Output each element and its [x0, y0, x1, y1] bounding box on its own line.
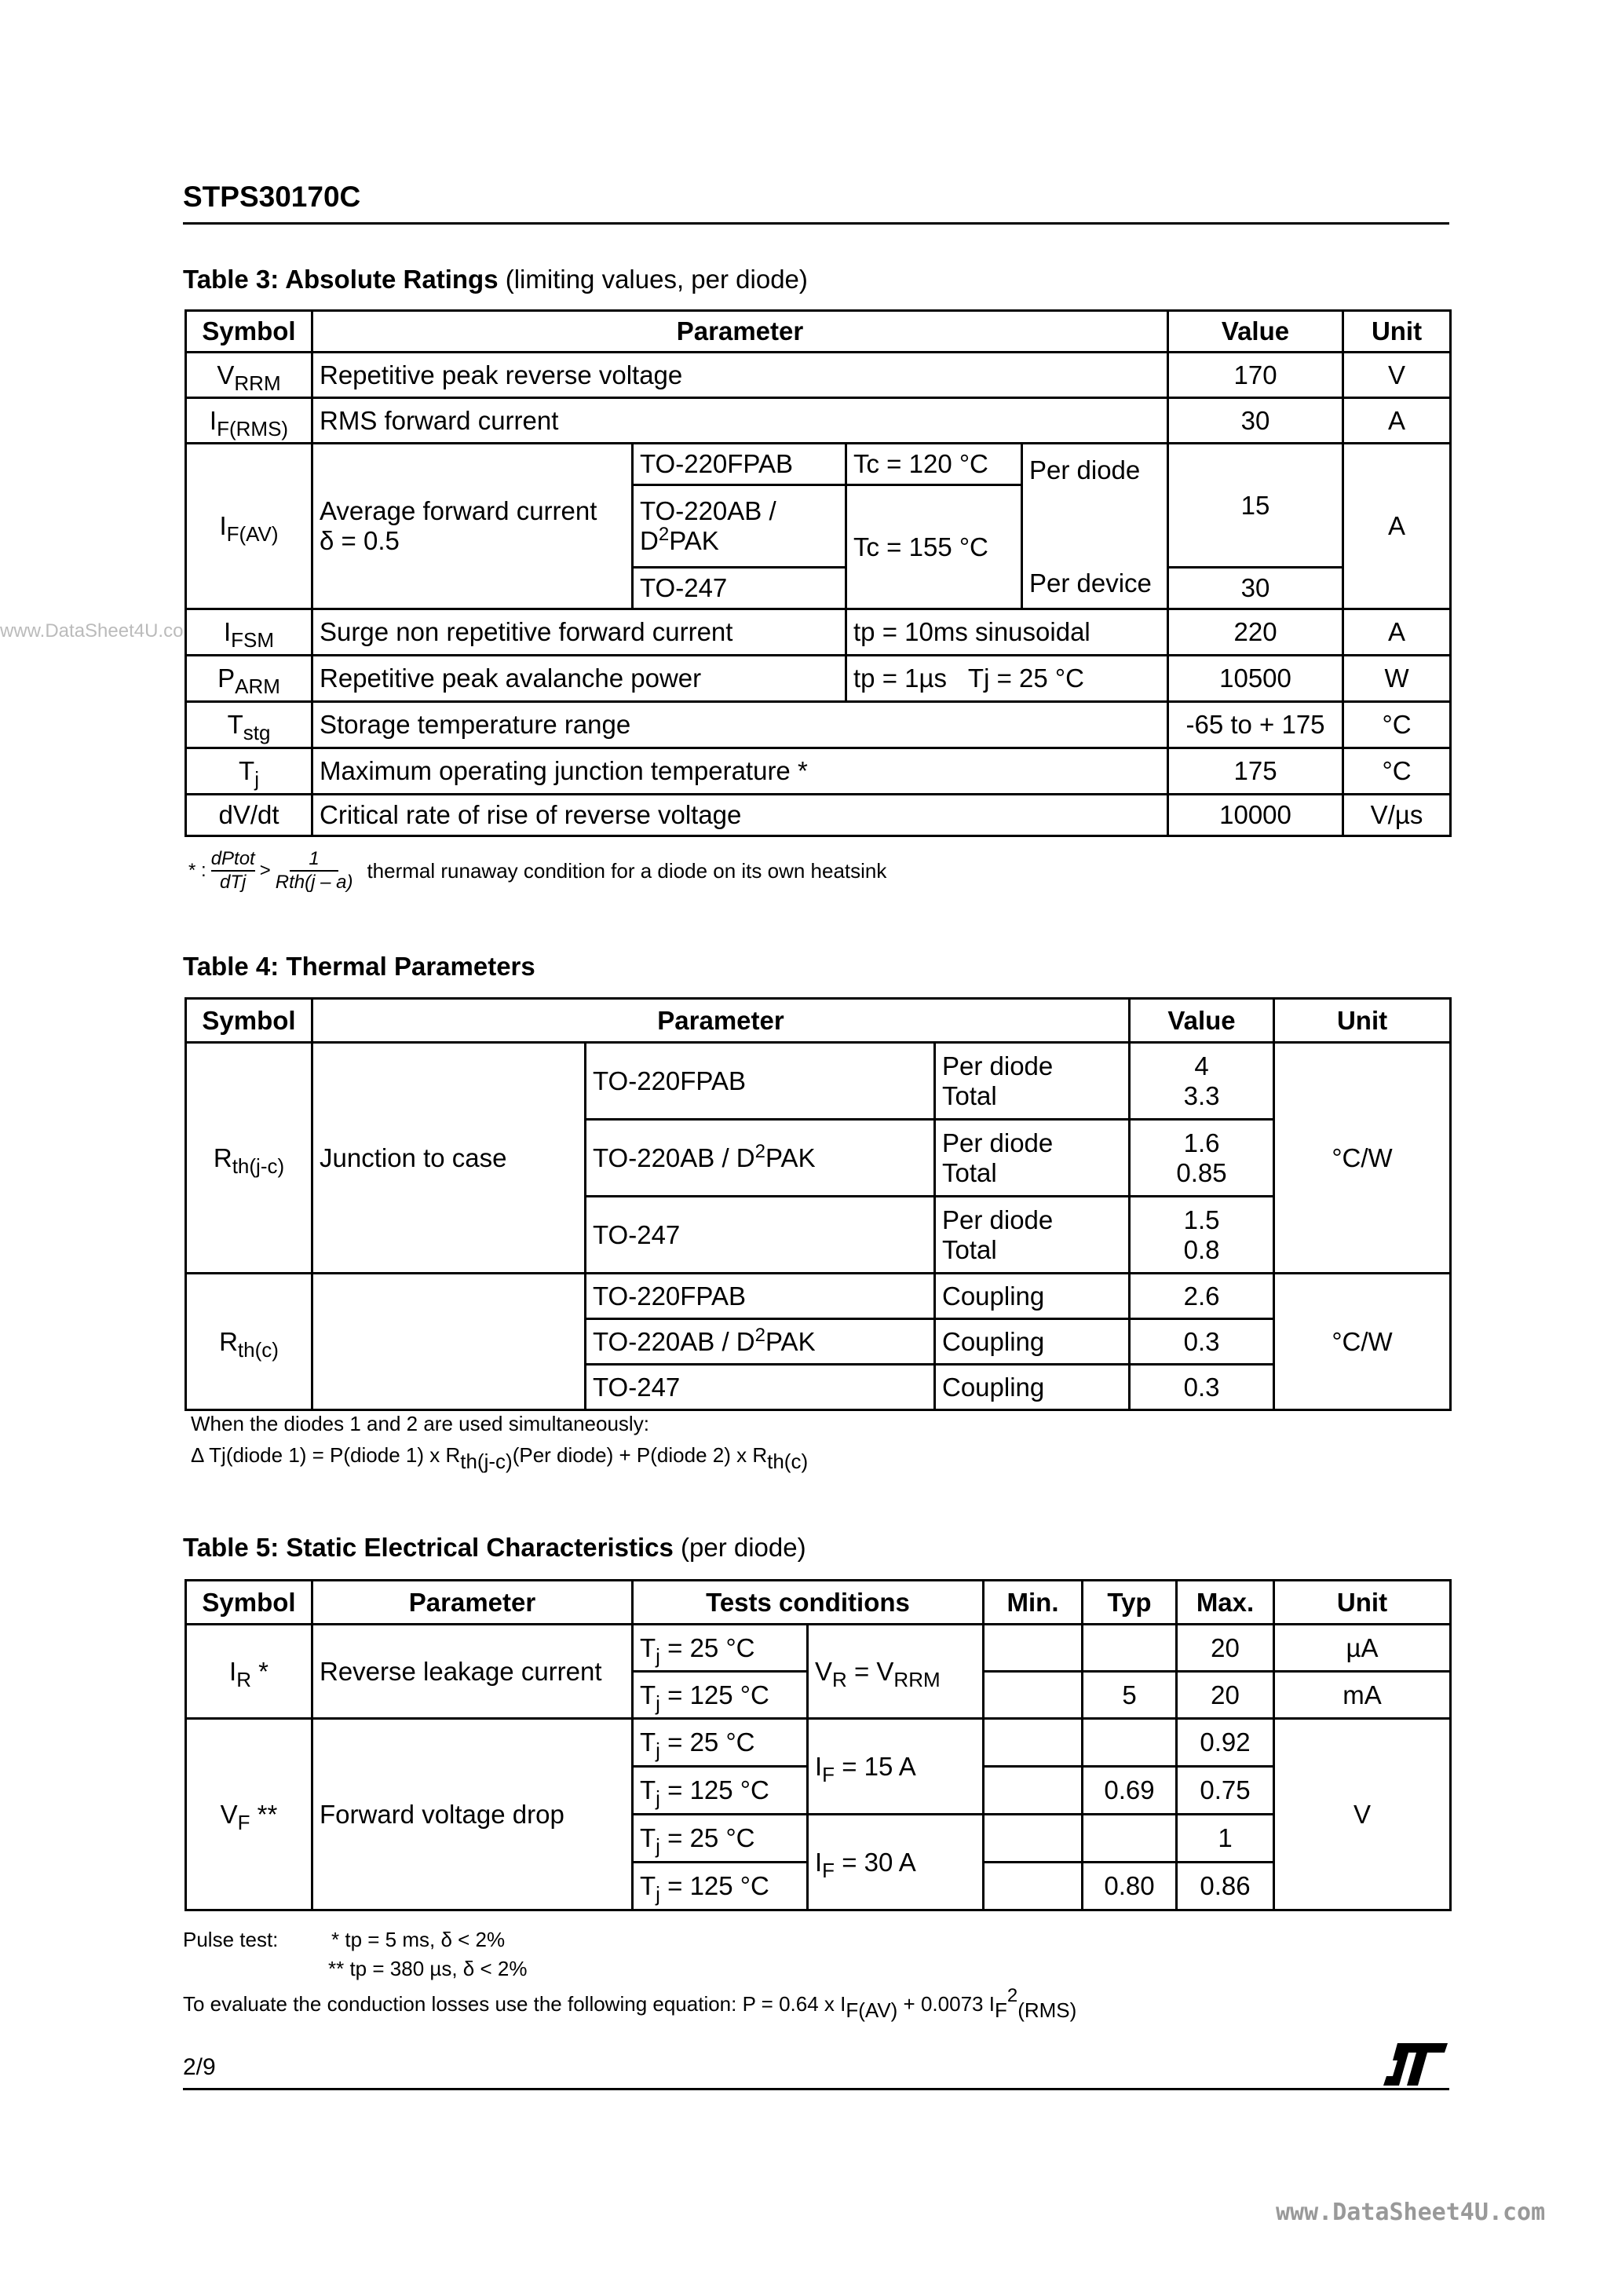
unit: V	[1343, 353, 1451, 398]
parameter: Reverse leakage current	[312, 1625, 633, 1719]
labels: Per diode Total	[935, 1043, 1130, 1120]
table4-caption: Table 4: Thermal Parameters	[183, 952, 535, 981]
condition: Tc = 155 °C	[846, 485, 1022, 609]
symbol: $P_{ARM}$	[186, 656, 312, 702]
min	[984, 1625, 1083, 1672]
static-characteristics-table	[184, 1579, 1452, 1911]
table-row	[186, 1625, 1451, 1672]
min	[984, 1863, 1083, 1910]
value: -65 to + 175	[1168, 702, 1343, 748]
value: 170	[1168, 353, 1343, 398]
value: 15	[1168, 444, 1343, 568]
typ	[1083, 1625, 1177, 1672]
col-value: Value	[1130, 999, 1274, 1043]
table-row	[186, 795, 1451, 836]
parameter: Critical rate of rise of reverse voltage	[312, 795, 1168, 836]
unit: A	[1343, 609, 1451, 656]
table4-note1: When the diodes 1 and 2 are used simultaneously:	[191, 1412, 649, 1435]
tj-condition: $T_j = 25$ °C	[633, 1625, 808, 1672]
symbol: $R_{th(j-c)}$	[186, 1043, 312, 1274]
parameter-empty	[312, 1274, 586, 1410]
vr-condition: $V_R = V_{RRM}$	[808, 1625, 984, 1719]
col-parameter: Parameter	[312, 999, 1130, 1043]
parameter: RMS forward current	[312, 398, 1168, 444]
package: TO-220FPAB	[633, 444, 846, 485]
footer-rule	[183, 2088, 1449, 2090]
unit: A	[1343, 398, 1451, 444]
unit: °C/W	[1274, 1043, 1451, 1274]
symbol: $R_{th(c)}$	[186, 1274, 312, 1410]
if-condition: $I_F = 30$ A	[808, 1815, 984, 1910]
col-unit: Unit	[1343, 311, 1451, 353]
col-value: Value	[1168, 311, 1343, 353]
table-row	[186, 1719, 1451, 1767]
max: 20	[1177, 1672, 1274, 1719]
document-title: STPS30170C	[183, 181, 361, 213]
symbol: dV/dt	[186, 795, 312, 836]
table-header-row	[186, 311, 1451, 353]
value: 0.3	[1130, 1365, 1274, 1410]
min	[984, 1815, 1083, 1863]
col-unit: Unit	[1274, 999, 1451, 1043]
typ	[1083, 1719, 1177, 1767]
symbol: $I_{F(RMS)}$	[186, 398, 312, 444]
min	[984, 1719, 1083, 1767]
col-max: Max.	[1177, 1581, 1274, 1625]
table-row	[186, 748, 1451, 795]
watermark-bottom: www.DataSheet4U.com	[1276, 2199, 1546, 2226]
typ	[1083, 1815, 1177, 1863]
tj-condition: $T_j = 25$ °C	[633, 1719, 808, 1767]
values: 1.5 0.8	[1130, 1197, 1274, 1274]
unit: °C	[1343, 702, 1451, 748]
table5-caption	[183, 1533, 806, 1563]
min	[984, 1767, 1083, 1815]
col-min: Min.	[984, 1581, 1083, 1625]
typ: 5	[1083, 1672, 1177, 1719]
unit: V	[1274, 1719, 1451, 1910]
parameter: Forward voltage drop	[312, 1719, 633, 1910]
symbol: $V_{RRM}$	[186, 353, 312, 398]
symbol: $I_R$ *	[186, 1625, 312, 1719]
caption-rest: (limiting values, per diode)	[498, 265, 808, 294]
table-row	[186, 702, 1451, 748]
parameter: Maximum operating junction temperature *	[312, 748, 1168, 795]
parameter: Repetitive peak avalanche power	[312, 656, 846, 702]
package: TO-247	[586, 1365, 935, 1410]
max: 0.86	[1177, 1863, 1274, 1910]
value: 0.3	[1130, 1319, 1274, 1365]
pulse-test-2: ** tp = 380 µs, δ < 2%	[328, 1957, 528, 1980]
table-row	[186, 656, 1451, 702]
unit: V/µs	[1343, 795, 1451, 836]
parameter: Surge non repetitive forward current	[312, 609, 846, 656]
max: 20	[1177, 1625, 1274, 1672]
value: 2.6	[1130, 1274, 1274, 1319]
table3-caption	[183, 265, 808, 294]
caption-bold: Table 3: Absolute Ratings	[183, 265, 499, 294]
value: 10000	[1168, 795, 1343, 836]
col-tests-conditions: Tests conditions	[633, 1581, 984, 1625]
symbol: $V_F$ **	[186, 1719, 312, 1910]
pulse-test-label: Pulse test:	[183, 1928, 279, 1951]
pulse-test-1: * tp = 5 ms, δ < 2%	[331, 1928, 506, 1951]
value: 30	[1168, 568, 1343, 609]
label: Coupling	[935, 1274, 1130, 1319]
per-diode-device: Per diode Per device	[1022, 444, 1168, 609]
package: TO-247	[586, 1197, 935, 1274]
table-header-row	[186, 999, 1451, 1043]
label: Coupling	[935, 1319, 1130, 1365]
table-row	[186, 353, 1451, 398]
symbol: $T_j$	[186, 748, 312, 795]
package: $TO-220AB / D^2PAK$	[586, 1120, 935, 1197]
unit: mA	[1274, 1672, 1451, 1719]
caption-bold: Table 5: Static Electrical Characteristics	[183, 1533, 674, 1562]
unit: A	[1343, 444, 1451, 609]
watermark-left: www.DataSheet4U.co	[0, 620, 184, 642]
max: 1	[1177, 1815, 1274, 1863]
value: 220	[1168, 609, 1343, 656]
typ: 0.80	[1083, 1863, 1177, 1910]
value: 10500	[1168, 656, 1343, 702]
symbol: $I_{FSM}$	[186, 609, 312, 656]
parameter: Storage temperature range	[312, 702, 1168, 748]
table-row	[186, 1274, 1451, 1319]
col-unit: Unit	[1274, 1581, 1451, 1625]
tj-condition: $T_j = 25$ °C	[633, 1815, 808, 1863]
value: 30	[1168, 398, 1343, 444]
condition: Tc = 120 °C	[846, 444, 1022, 485]
tj-condition: $T_j = 125$ °C	[633, 1863, 808, 1910]
package: TO-220FPAB	[586, 1043, 935, 1120]
values: 1.6 0.85	[1130, 1120, 1274, 1197]
unit: W	[1343, 656, 1451, 702]
table-row	[186, 1043, 1451, 1120]
header-rule	[183, 222, 1449, 225]
table-row	[186, 444, 1451, 485]
table-header-row	[186, 1581, 1451, 1625]
conduction-losses-equation: To evaluate the conduction losses use the following equation: P = 0.64 x $I_{F(AV)} + 0.0073$ $I_F^2_{(RMS)}$	[183, 1985, 1077, 2022]
package: $TO-220AB / D^2PAK$	[586, 1319, 935, 1365]
col-parameter: Parameter	[312, 311, 1168, 353]
table-row	[186, 609, 1451, 656]
symbol: $T_{stg}$	[186, 702, 312, 748]
tj-condition: $T_j = 125$ °C	[633, 1767, 808, 1815]
table-row	[186, 398, 1451, 444]
max: 0.75	[1177, 1767, 1274, 1815]
page-number: 2/9	[183, 2054, 216, 2080]
min	[984, 1672, 1083, 1719]
value: 175	[1168, 748, 1343, 795]
col-parameter: Parameter	[312, 1581, 633, 1625]
col-symbol: Symbol	[186, 1581, 312, 1625]
st-logo	[1382, 2042, 1449, 2091]
max: 0.92	[1177, 1719, 1274, 1767]
unit: °C	[1343, 748, 1451, 795]
condition: tp = 1µs Tj = 25 °C	[846, 656, 1168, 702]
absolute-ratings-table	[184, 309, 1452, 837]
caption-rest: (per diode)	[673, 1533, 806, 1562]
condition: tp = 10ms sinusoidal	[846, 609, 1168, 656]
col-symbol: Symbol	[186, 311, 312, 353]
typ: 0.69	[1083, 1767, 1177, 1815]
table4-note2: Δ Tj(diode 1) = P(diode 1) x $R_{th(j-c)}(Per$ diode) + P(diode 2) x $R_{th(c)}$	[191, 1443, 809, 1473]
table3-footnote: * : dPtot dTj > 1 Rth(j – a) thermal runaway condition for a diode on its own heatsink	[188, 848, 887, 893]
tj-condition: $T_j = 125$ °C	[633, 1672, 808, 1719]
col-symbol: Symbol	[186, 999, 312, 1043]
parameter: Repetitive peak reverse voltage	[312, 353, 1168, 398]
values: 4 3.3	[1130, 1043, 1274, 1120]
if-condition: $I_F = 15$ A	[808, 1719, 984, 1815]
parameter: Average forward current δ = 0.5	[312, 444, 633, 609]
symbol: $I_{F(AV)}$	[186, 444, 312, 609]
package: TO-220FPAB	[586, 1274, 935, 1319]
unit: µA	[1274, 1625, 1451, 1672]
labels: Per diode Total	[935, 1197, 1130, 1274]
unit: °C/W	[1274, 1274, 1451, 1410]
thermal-parameters-table	[184, 997, 1452, 1411]
col-typ: Typ	[1083, 1581, 1177, 1625]
parameter: Junction to case	[312, 1043, 586, 1274]
package: TO-247	[633, 568, 846, 609]
label: Coupling	[935, 1365, 1130, 1410]
package: TO-220AB / $D^2PAK$	[633, 485, 846, 568]
labels: Per diode Total	[935, 1120, 1130, 1197]
